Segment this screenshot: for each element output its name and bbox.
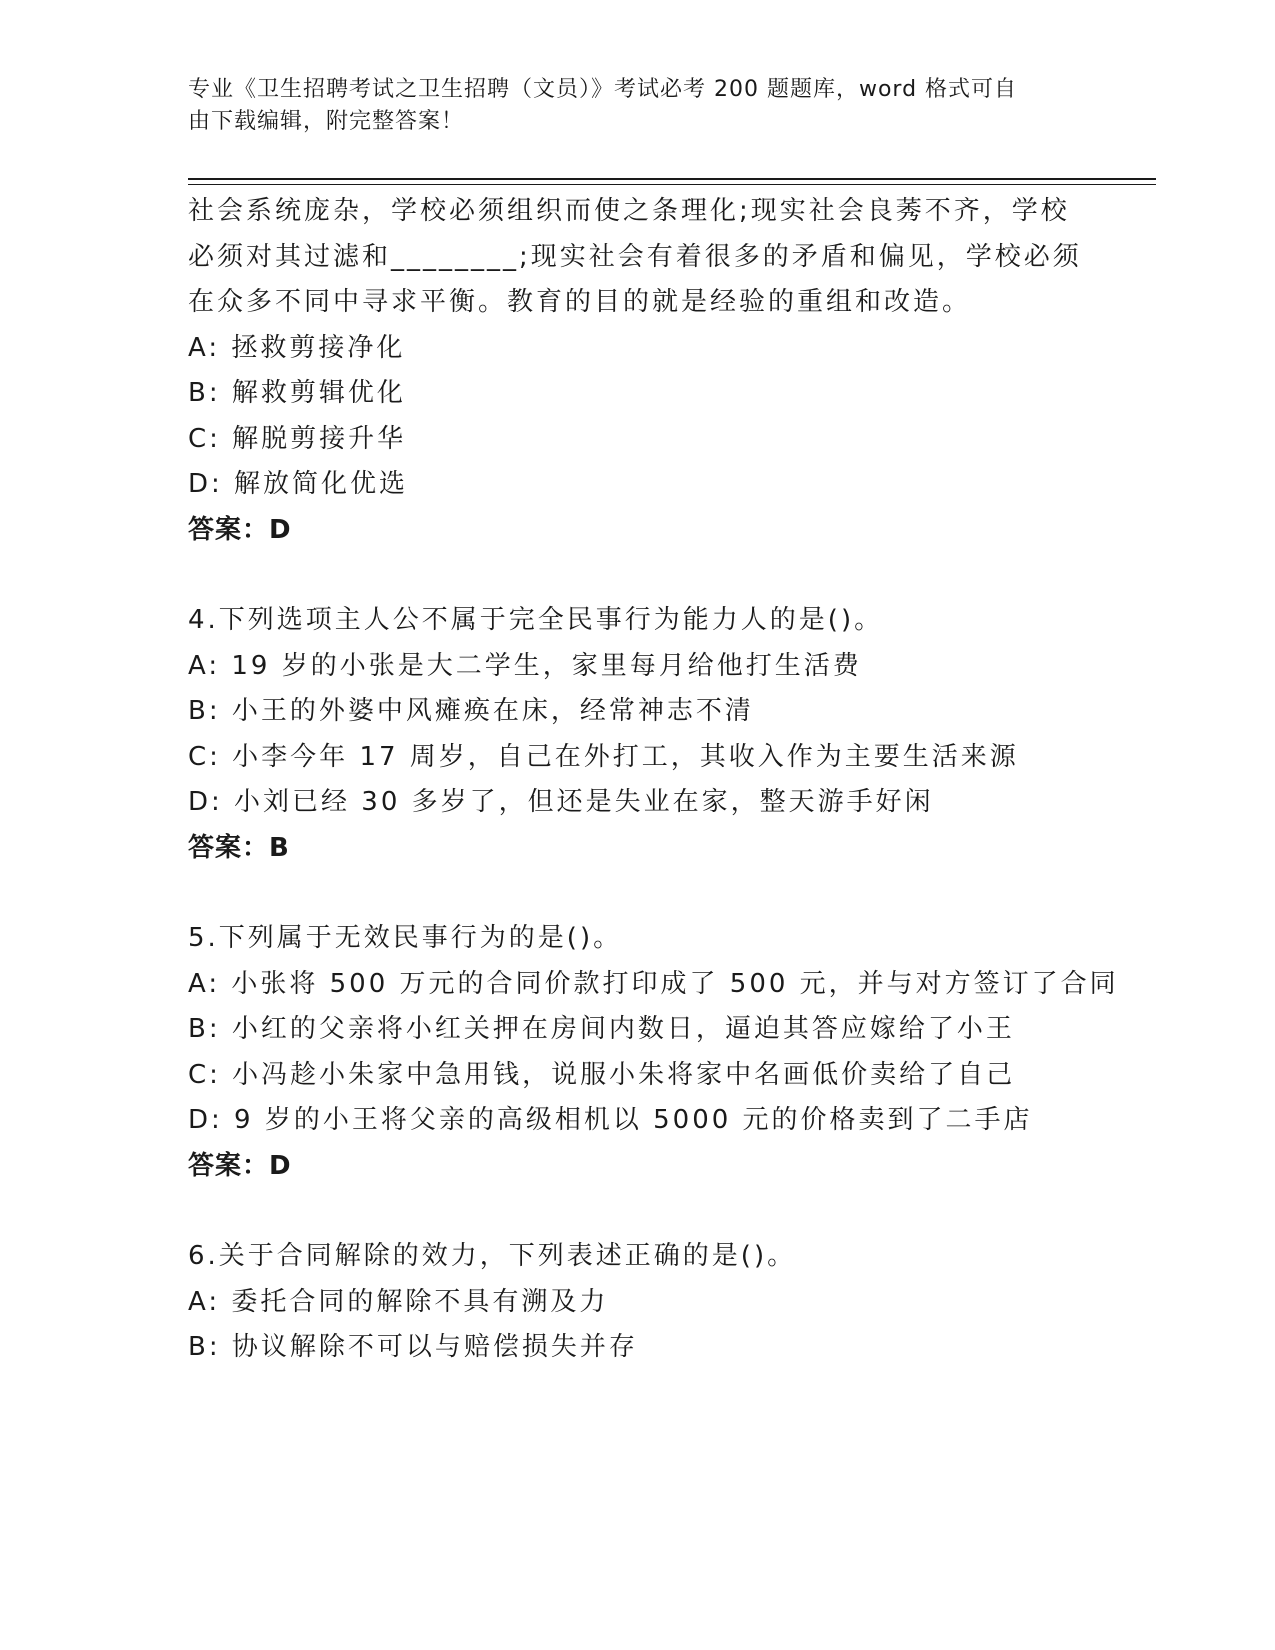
- question-5-option-b: B: 小红的父亲将小红关押在房间内数日，逼迫其答应嫁给了小王: [188, 1014, 1015, 1044]
- question-5-stem: 5.下列属于无效民事行为的是()。: [188, 923, 623, 953]
- header-line-1: 专业《卫生招聘考试之卫生招聘（文员）》考试必考 200 题题库，word 格式可自: [188, 77, 1018, 102]
- question-3-option-c: C: 解脱剪接升华: [188, 423, 407, 454]
- question-3-stem-line-3: 在众多不同中寻求平衡。教育的目的就是经验的重组和改造。: [188, 287, 972, 317]
- question-3-option-a: A: 拯救剪接净化: [188, 332, 406, 363]
- header-rule-thick: [188, 178, 1156, 180]
- question-3-stem-line-2: 必须对其过滤和________;现实社会有着很多的矛盾和偏见，学校必须: [188, 241, 1082, 272]
- question-4-option-b: B: 小王的外婆中风瘫痪在床，经常神志不清: [188, 696, 754, 726]
- document-body: [188, 189, 1119, 1371]
- header-rule-thin: [188, 184, 1156, 185]
- question-4-option-c: C: 小李今年 17 周岁，自己在外打工，其收入作为主要生活来源: [188, 741, 1019, 772]
- question-6-option-b: B: 协议解除不可以与赔偿损失并存: [188, 1332, 638, 1362]
- question-3-option-b: B: 解救剪辑优化: [188, 378, 406, 408]
- question-5-option-a: A: 小张将 500 万元的合同价款打印成了 500 元，并与对方签订了合同: [188, 968, 1119, 999]
- question-4-answer: 答案：B: [188, 832, 290, 863]
- question-3-stem-line-1: 社会系统庞杂，学校必须组织而使之条理化;现实社会良莠不齐，学校: [188, 196, 1070, 226]
- question-5-option-d: D: 9 岁的小王将父亲的高级相机以 5000 元的价格卖到了二手店: [188, 1105, 1033, 1135]
- question-4-option-d: D: 小刘已经 30 多岁了，但还是失业在家，整天游手好闲: [188, 787, 934, 817]
- question-3-option-d: D: 解放简化优选: [188, 469, 409, 499]
- question-3: [188, 189, 1088, 553]
- question-5: [188, 916, 1119, 1189]
- spacer: [188, 871, 1088, 916]
- header-line-2: 由下载编辑，附完整答案！: [188, 109, 465, 134]
- document-header: [188, 74, 1068, 138]
- question-6-option-a: A: 委托合同的解除不具有溯及力: [188, 1286, 609, 1317]
- question-6-stem: 6.关于合同解除的效力，下列表述正确的是()。: [188, 1241, 797, 1271]
- question-4: [188, 598, 1088, 871]
- question-5-answer: 答案：D: [188, 1150, 292, 1181]
- question-6: [188, 1234, 1088, 1371]
- spacer: [188, 553, 1088, 598]
- question-4-stem: 4.下列选项主人公不属于完全民事行为能力人的是()。: [188, 605, 884, 635]
- spacer: [188, 1189, 1088, 1234]
- question-5-option-c: C: 小冯趁小朱家中急用钱，说服小朱将家中名画低价卖给了自己: [188, 1059, 1016, 1090]
- question-3-answer: 答案：D: [188, 514, 292, 545]
- question-4-option-a: A: 19 岁的小张是大二学生，家里每月给他打生活费: [188, 650, 862, 681]
